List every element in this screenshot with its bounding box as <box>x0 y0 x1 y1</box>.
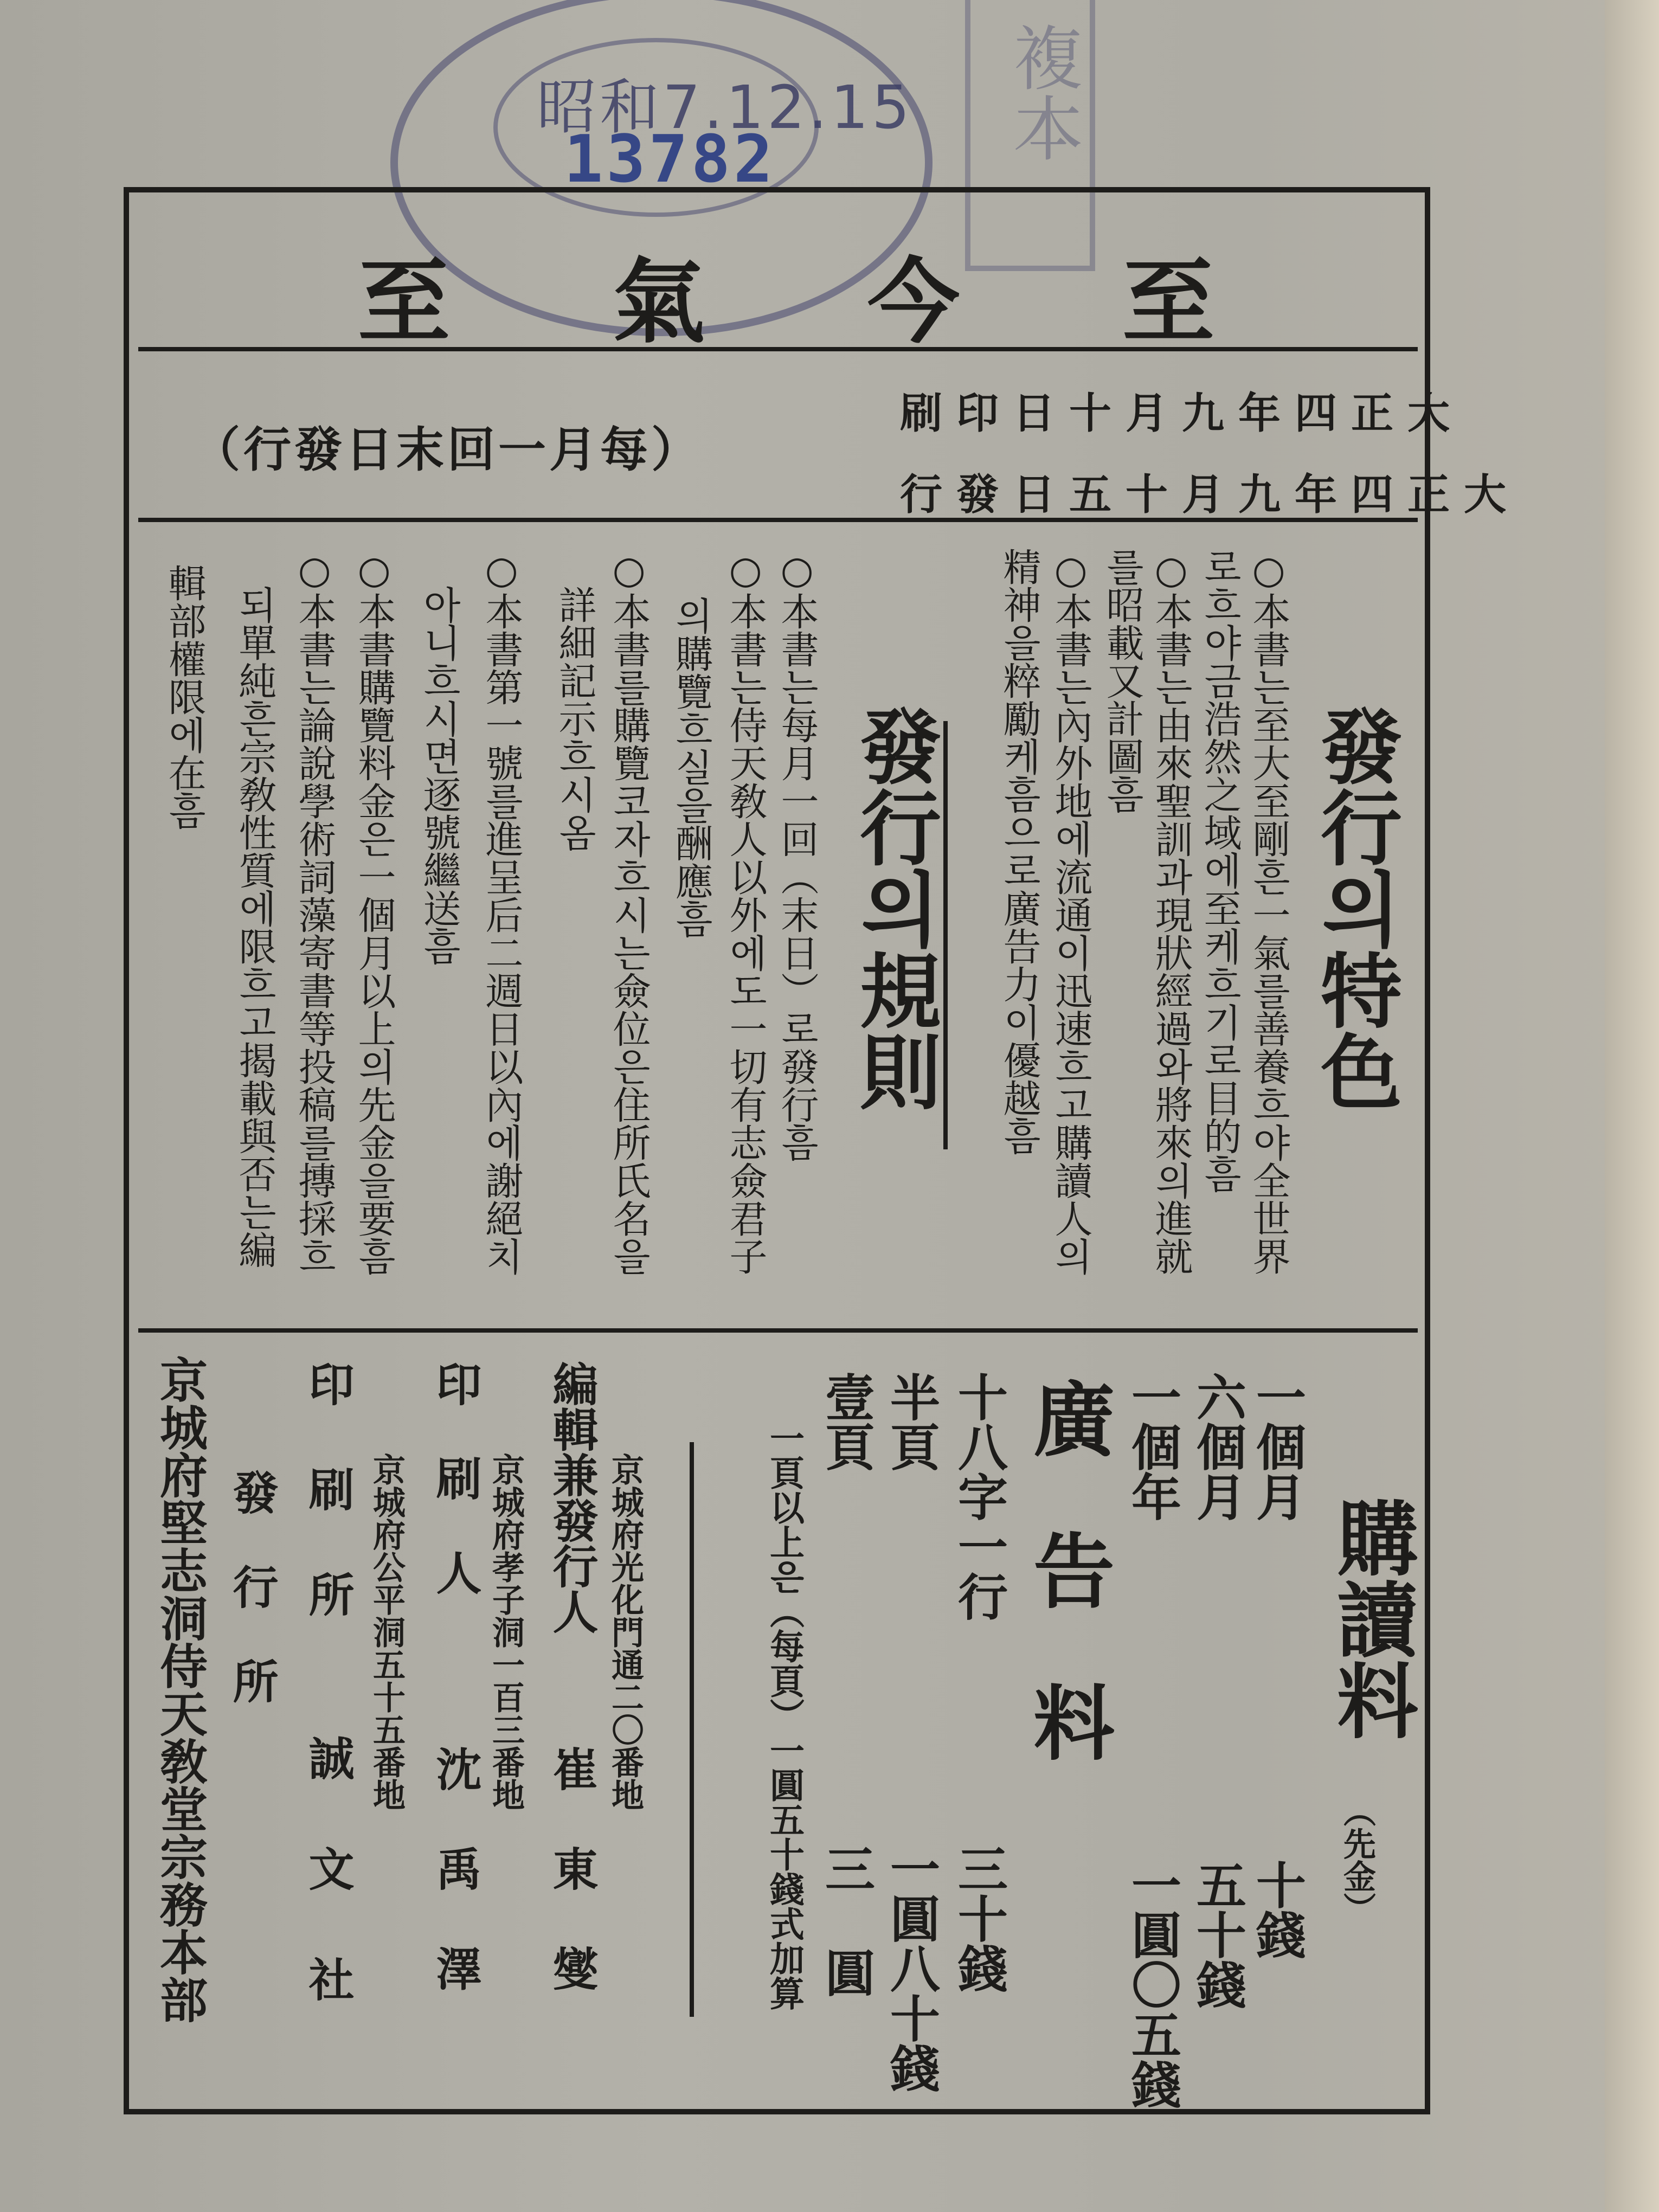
printer-address: 京城府孝子洞一百三番地 <box>487 1453 525 1811</box>
stamp-accession-number: 13782 <box>564 122 776 197</box>
printer-name: 沈禹澤 <box>429 1746 483 2045</box>
editor-address: 京城府光化門通二〇番地 <box>606 1453 644 1811</box>
stamp-date: 昭和7.12.15 <box>537 73 913 142</box>
rule-line-10: 되單純흔宗敎性質에限흐고揭載與否는編 <box>233 586 277 1269</box>
title-char-4: 至 <box>1122 248 1215 356</box>
press-address: 京城府公平洞五十五番地 <box>368 1453 406 1811</box>
press-name: 誠文社 <box>301 1735 355 2067</box>
ornament-rule-2 <box>690 1442 694 2017</box>
ad-price-3: 三圓 <box>817 1843 876 2052</box>
title-char-2: 氣 <box>613 248 705 356</box>
sub-price-3: 一圓〇五錢 <box>1123 1860 1182 2109</box>
rule-line-7: 아니흐시면逐號繼送흠 <box>417 586 461 965</box>
rule-line-5: 詳細記示흐시옴 <box>552 586 597 851</box>
editor-label: 編輯兼發行人 <box>545 1361 599 1634</box>
feature-line-6: 精神을粹勵케흠으로廣告力이優越흠 <box>997 548 1041 1155</box>
feature-line-2: 로흐야금浩然之域에至케흐기로目的흠 <box>1198 548 1242 1193</box>
print-date: 大正四年九月十日印刷 <box>900 389 1464 438</box>
title-char-3: 今 <box>867 248 960 356</box>
issuer-label: 發行所 <box>226 1469 279 1752</box>
book-spine-edge <box>1605 0 1659 2212</box>
divider-title <box>138 347 1418 351</box>
sub-term-2: 六個月 <box>1188 1372 1247 1521</box>
advertising-heading: 廣告料 <box>1019 1377 1115 1832</box>
rule-line-9: ○本書는論說學術詞藻寄書等投稿를摶採흐 <box>292 548 337 1275</box>
ad-unit-1: 十八字一行 <box>950 1372 1008 1621</box>
rules-heading: 發行의規則 <box>846 705 941 1111</box>
duplicate-stamp-text: 複本 <box>1001 22 1084 163</box>
feature-line-4: 를昭載又計圖흠 <box>1100 548 1144 813</box>
feature-line-1: ○本書는至大至剛흔一氣를善養흐야全世界 <box>1246 548 1291 1275</box>
press-label: 印刷所 <box>301 1361 355 1676</box>
divider-prices <box>138 1328 1418 1333</box>
rule-line-3: 의購覽흐실을酬應흠 <box>669 596 713 938</box>
sub-term-1: 一個月 <box>1248 1372 1307 1521</box>
rule-line-8: ○本書購覽料金은一個月以上의先金을要흠 <box>352 548 396 1275</box>
sub-term-3: 一個年 <box>1123 1372 1182 1521</box>
ad-extra-note: 一頁以上은（每頁）一圓五十錢式加算 <box>764 1420 805 2010</box>
ad-unit-3: 壹頁 <box>817 1372 876 1471</box>
issue-frequency: （每月一回末日發行） <box>192 421 703 478</box>
rule-line-6: ○本書第一號를進呈后二週日以內에謝絕치 <box>479 548 524 1275</box>
ad-price-2: 一圓八十錢 <box>882 1843 941 2093</box>
printer-label: 印刷人 <box>429 1361 483 1644</box>
issue-date: 大正四年九月十五日發行 <box>900 470 1521 519</box>
sub-price-1: 十錢 <box>1248 1860 1307 1959</box>
subscription-note: （先金） <box>1338 1795 1376 1925</box>
issuer-address: 京城府堅志洞侍天敎堂宗務本部 <box>152 1355 209 2023</box>
subscription-heading: 購讀料 <box>1323 1496 1418 1740</box>
feature-line-3: ○本書는由來聖訓과現狀經過와將來의進就 <box>1149 548 1193 1275</box>
feature-line-5: ○本書는內外地에流通이迅速흐고購讀人의 <box>1049 548 1093 1275</box>
editor-name: 崔東燮 <box>545 1746 599 2045</box>
features-heading: 發行의特色 <box>1307 705 1402 1111</box>
rule-line-2: ○本書는侍天敎人以外에도一切有志僉君子 <box>723 548 768 1275</box>
title-char-1: 至 <box>358 248 451 356</box>
rule-line-4: ○本書를購覽코자흐시는僉位은住所氏名을 <box>607 548 651 1275</box>
rule-line-1: ○本書는每月一回（末日）로發行흠 <box>775 548 819 1161</box>
sub-price-2: 五十錢 <box>1188 1860 1247 2009</box>
rule-line-11: 輯部權限에在흠 <box>162 564 207 829</box>
ad-unit-2: 半頁 <box>882 1372 941 1471</box>
ad-price-1: 三十錢 <box>950 1843 1008 1993</box>
